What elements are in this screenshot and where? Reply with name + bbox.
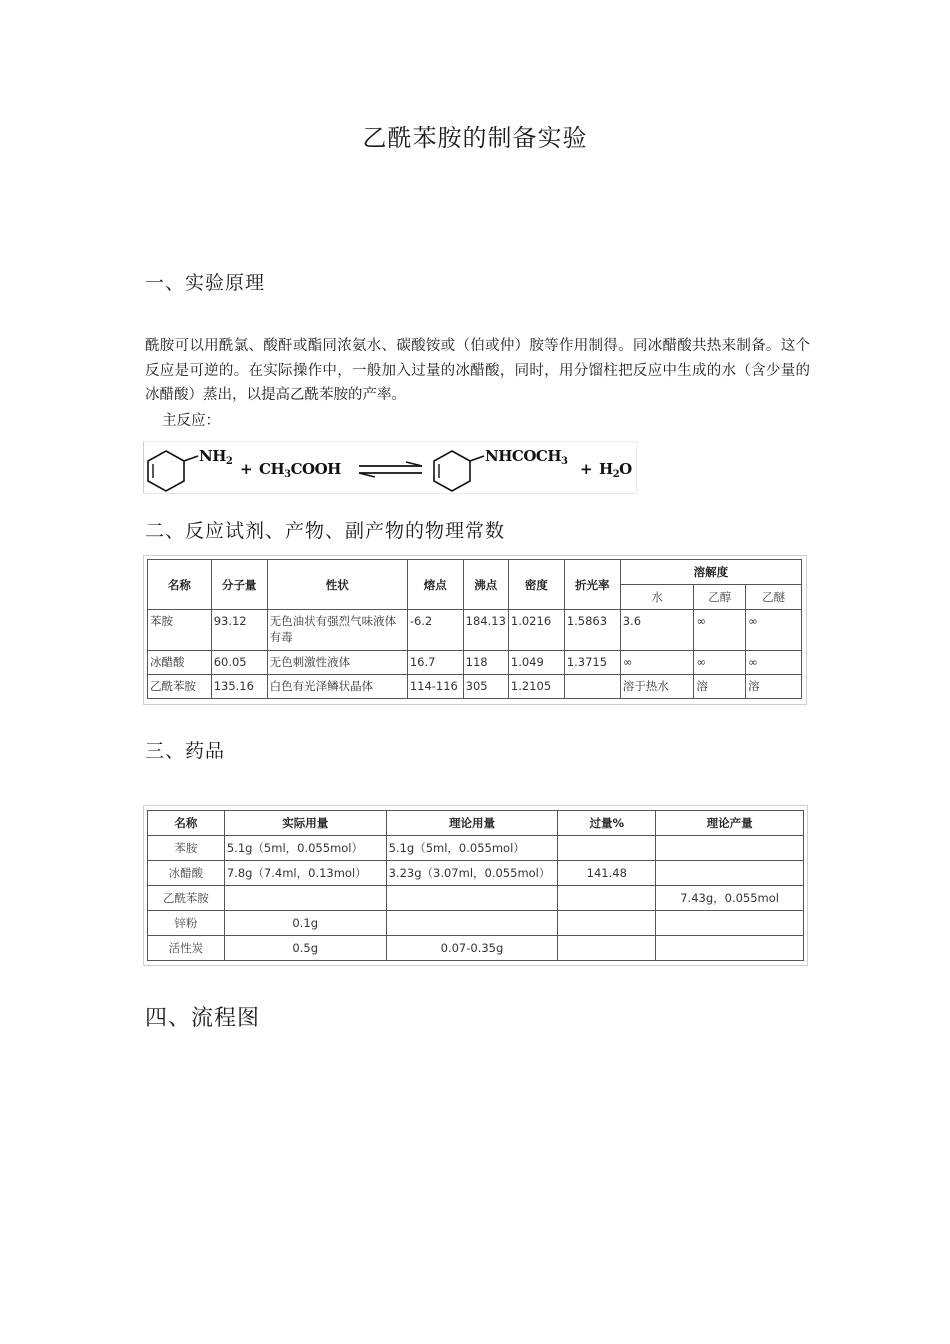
principle-paragraph: 酰胺可以用酰氯、酸酐或酯同浓氨水、碳酸铵或（伯或仲）胺等作用制得。同冰醋酸共热来制备。这个反应是可逆的。在实际操作中，一般加入过量的冰醋酸，同时，用分馏柱把反应中生成的水（含少量的冰醋酸）蒸出，以提高乙酰苯胺的产率。 <box>145 338 810 403</box>
table-cell: 白色有光泽鳞状晶体 <box>267 675 407 699</box>
table-cell: 苯胺 <box>148 610 212 651</box>
table-cell: 1.2105 <box>508 675 564 699</box>
table-cell: 118 <box>463 651 508 675</box>
table-cell: 乙酰苯胺 <box>148 886 225 911</box>
reaction-equation <box>143 441 637 494</box>
table-cell: 溶 <box>694 675 746 699</box>
header-solubility-water: 水 <box>620 585 694 610</box>
table-cell: 3.6 <box>620 610 694 651</box>
main-reaction-label: 主反应： <box>162 413 220 429</box>
header-solubility-ethanol: 乙醇 <box>694 585 746 610</box>
header-refractive-index: 折光率 <box>564 560 620 610</box>
table-cell: ∞ <box>694 651 746 675</box>
reactant-aniline-group: $NH_2$ <box>199 447 233 467</box>
header-boiling-point: 沸点 <box>463 560 508 610</box>
table-row <box>148 836 804 861</box>
table-row <box>148 936 804 961</box>
table-cell <box>656 861 804 886</box>
section-heading-reagents: 三、药品 <box>145 740 226 762</box>
reactant-acetic-acid: $CH_3COOH$ <box>259 460 341 480</box>
table-cell: 苯胺 <box>148 836 225 861</box>
table-cell: 溶于热水 <box>620 675 694 699</box>
header-melting-point: 熔点 <box>407 560 463 610</box>
table-row <box>148 651 802 675</box>
section-heading-constants: 二、反应试剂、产物、副产物的物理常数 <box>145 520 506 542</box>
plus-sign: + <box>580 460 593 478</box>
table-cell <box>656 836 804 861</box>
table-cell: 溶 <box>746 675 802 699</box>
table-cell: 锌粉 <box>148 911 225 936</box>
header-density: 密度 <box>508 560 564 610</box>
table-cell <box>224 886 386 911</box>
table-cell: 无色刺激性液体 <box>267 651 407 675</box>
table-cell: 141.48 <box>558 861 656 886</box>
plus-sign: + <box>240 460 253 478</box>
table-cell <box>656 936 804 961</box>
header-solubility: 溶解度 <box>620 560 801 585</box>
reagents-table <box>147 810 804 961</box>
header-name: 名称 <box>148 811 225 836</box>
table-cell: 0.5g <box>224 936 386 961</box>
table-cell <box>386 911 558 936</box>
table-cell: -6.2 <box>407 610 463 651</box>
table-cell: ∞ <box>746 610 802 651</box>
table-cell: 3.23g（3.07ml，0.055mol） <box>386 861 558 886</box>
table-cell: ∞ <box>746 651 802 675</box>
section-heading-principle: 一、实验原理 <box>145 272 266 294</box>
table-row <box>148 911 804 936</box>
table-row <box>148 675 802 699</box>
table-cell: 1.5863 <box>564 610 620 651</box>
table-cell <box>558 886 656 911</box>
table-cell: 活性炭 <box>148 936 225 961</box>
table-cell: 冰醋酸 <box>148 651 212 675</box>
table-cell: 135.16 <box>211 675 267 699</box>
header-theoretical-amount: 理论用量 <box>386 811 558 836</box>
table-cell: 93.12 <box>211 610 267 651</box>
table-cell: 5.1g（5ml，0.055mol） <box>224 836 386 861</box>
table-cell: ∞ <box>694 610 746 651</box>
table-cell: 7.8g（7.4ml，0.13mol） <box>224 861 386 886</box>
section-heading-flowchart: 四、流程图 <box>145 1006 261 1031</box>
table-cell: 114-116 <box>407 675 463 699</box>
table-cell: 冰醋酸 <box>148 861 225 886</box>
table-cell: 乙酰苯胺 <box>148 675 212 699</box>
table-cell: 60.05 <box>211 651 267 675</box>
table-cell: 无色油状有强烈气味液体有毒 <box>267 610 407 651</box>
table-cell: 305 <box>463 675 508 699</box>
constants-table <box>147 559 802 699</box>
table-cell: 0.07-0.35g <box>386 936 558 961</box>
header-appearance: 性状 <box>267 560 407 610</box>
page-title: 乙酰苯胺的制备实验 <box>362 124 588 152</box>
table-cell: 1.0216 <box>508 610 564 651</box>
header-theoretical-yield: 理论产量 <box>656 811 804 836</box>
table-cell: 7.43g，0.055mol <box>656 886 804 911</box>
product-water: $H_2O$ <box>599 460 632 480</box>
table-row <box>148 886 804 911</box>
header-molecular-weight: 分子量 <box>211 560 267 610</box>
table-cell <box>656 911 804 936</box>
product-acetanilide-group: $NHCOCH_3$ <box>485 447 568 467</box>
header-solubility-ether: 乙醚 <box>746 585 802 610</box>
header-excess-percent: 过量% <box>558 811 656 836</box>
table-cell: 1.3715 <box>564 651 620 675</box>
header-actual-amount: 实际用量 <box>224 811 386 836</box>
table-cell: 5.1g（5ml，0.055mol） <box>386 836 558 861</box>
table-row <box>148 861 804 886</box>
table-row <box>148 610 802 651</box>
header-name: 名称 <box>148 560 212 610</box>
table-cell <box>558 911 656 936</box>
table-cell: 16.7 <box>407 651 463 675</box>
table-cell <box>386 886 558 911</box>
table-cell: 1.049 <box>508 651 564 675</box>
table-cell: ∞ <box>620 651 694 675</box>
table-cell <box>558 836 656 861</box>
table-cell <box>558 936 656 961</box>
table-cell: 0.1g <box>224 911 386 936</box>
table-cell: 184.13 <box>463 610 508 651</box>
table-cell <box>564 675 620 699</box>
